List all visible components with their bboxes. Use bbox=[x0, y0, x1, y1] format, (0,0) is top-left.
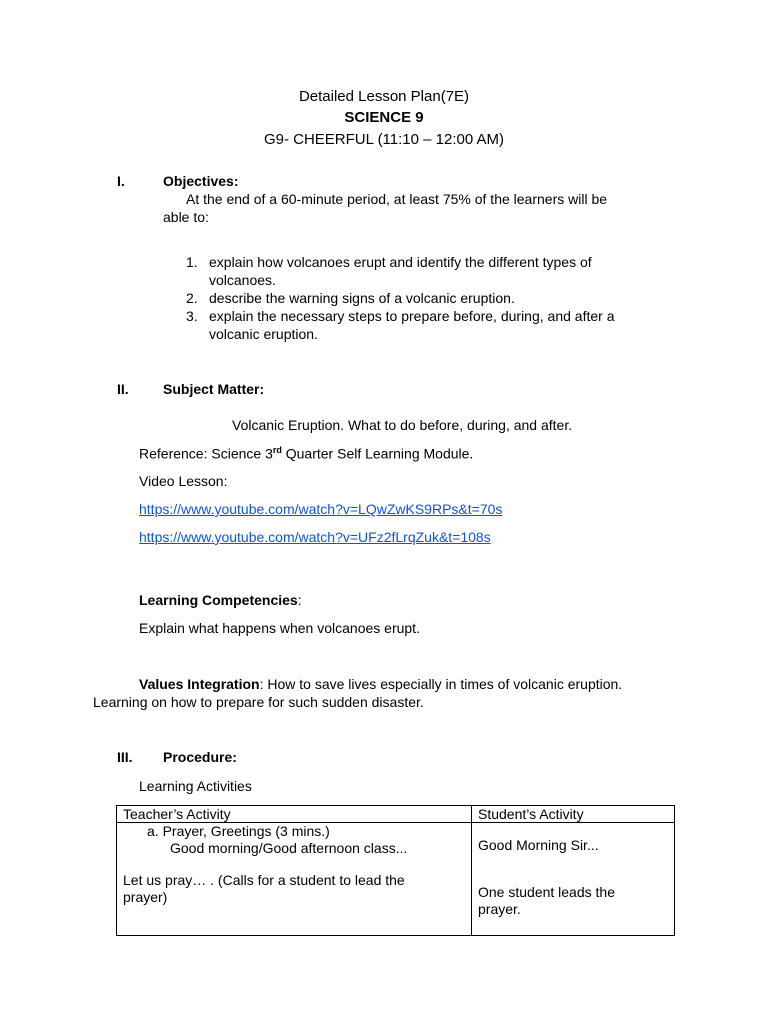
objectives-intro-line1: At the end of a 60-minute period, at least 75% of the learners will be bbox=[186, 191, 608, 207]
objective-item-line1: describe the warning signs of a volcanic eruption. bbox=[209, 290, 515, 306]
objectives-intro-line2: able to: bbox=[163, 209, 209, 225]
subject-matter-heading: Subject Matter: bbox=[163, 381, 265, 397]
values-line bbox=[139, 676, 622, 692]
teacher-pray-line1: Let us pray… . (Calls for a student to lead the bbox=[123, 872, 405, 888]
objectives-heading: Objectives: bbox=[163, 173, 239, 189]
competencies-label: Learning Competencies bbox=[139, 592, 298, 608]
objective-item-line2: volcanic eruption. bbox=[209, 326, 318, 342]
competencies-colon: : bbox=[297, 592, 302, 608]
video-link[interactable]: https://www.youtube.com/watch?v=UFz2fLrqZuk&t=108s bbox=[139, 529, 491, 545]
section-title: G9- CHEERFUL (11:10 – 12:00 AM) bbox=[263, 131, 505, 148]
objective-item-line1: explain how volcanoes erupt and identify the different types of bbox=[209, 254, 592, 270]
section-numeral-subject-matter: II. bbox=[117, 381, 129, 397]
teacher-activity-item: a. Prayer, Greetings (3 mins.) bbox=[147, 823, 330, 839]
reference-suffix: Quarter Self Learning Module. bbox=[281, 445, 474, 462]
objective-number: 1. bbox=[186, 254, 198, 270]
student-pray-line2: prayer. bbox=[478, 901, 521, 917]
objective-number: 3. bbox=[186, 308, 198, 324]
values-text-continued: Learning on how to prepare for such sudden disaster. bbox=[93, 694, 424, 710]
lesson-topic: Volcanic Eruption. What to do before, during, and after. bbox=[232, 417, 573, 433]
values-text: : How to save lives especially in times of volcanic eruption. bbox=[259, 676, 623, 692]
table-header-row bbox=[117, 806, 675, 823]
video-link[interactable]: https://www.youtube.com/watch?v=LQwZwKS9RPs&t=70s bbox=[139, 501, 503, 517]
subject-title: SCIENCE 9 bbox=[344, 109, 424, 126]
procedure-heading: Procedure: bbox=[163, 749, 237, 765]
teacher-greeting: Good morning/Good afternoon class... bbox=[170, 840, 408, 856]
reference-superscript: rd bbox=[272, 445, 282, 455]
column-header-student: Student’s Activity bbox=[472, 806, 675, 823]
document-title: Detailed Lesson Plan(7E) bbox=[298, 88, 470, 105]
activities-table bbox=[116, 805, 675, 936]
teacher-pray-line2: prayer) bbox=[123, 889, 168, 905]
objective-item-line2: volcanoes. bbox=[209, 272, 276, 288]
video-lesson-label: Video Lesson: bbox=[139, 473, 228, 489]
section-numeral-procedure: III. bbox=[117, 749, 133, 765]
reference-prefix: Reference: Science 3 bbox=[139, 445, 273, 462]
values-label: Values Integration bbox=[139, 676, 260, 692]
competencies-line bbox=[139, 592, 302, 608]
objective-number: 2. bbox=[186, 290, 198, 306]
section-numeral-objectives: I. bbox=[117, 173, 125, 189]
column-header-teacher: Teacher’s Activity bbox=[117, 806, 472, 823]
student-activity-cell bbox=[472, 823, 675, 936]
learning-activities-label: Learning Activities bbox=[139, 778, 252, 794]
reference-line bbox=[139, 445, 473, 462]
table-row bbox=[117, 823, 675, 936]
student-pray-line1: One student leads the bbox=[478, 884, 615, 900]
objective-item-line1: explain the necessary steps to prepare before, during, and after a bbox=[209, 308, 615, 324]
student-greeting: Good Morning Sir... bbox=[478, 837, 599, 853]
competencies-text: Explain what happens when volcanoes erupt. bbox=[139, 620, 420, 636]
teacher-activity-cell bbox=[117, 823, 472, 936]
